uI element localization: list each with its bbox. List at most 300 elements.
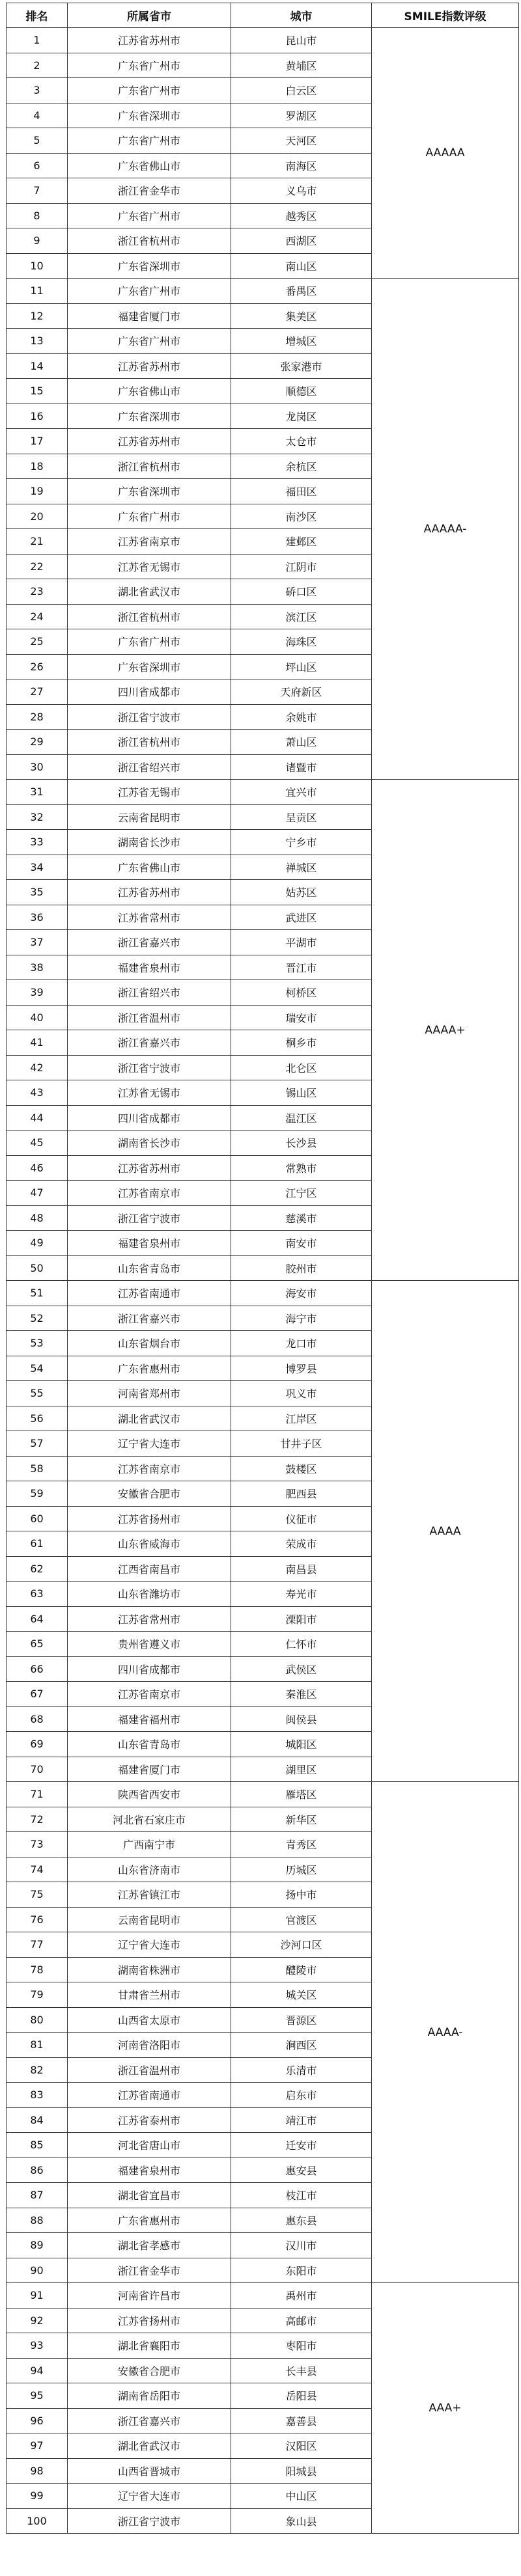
province-city-cell: 浙江省宁波市 xyxy=(68,2508,231,2534)
city-cell: 诸暨市 xyxy=(231,754,372,780)
province-city-cell: 广东省惠州市 xyxy=(68,1356,231,1381)
province-city-cell: 广东省广州市 xyxy=(68,329,231,354)
city-cell: 顺德区 xyxy=(231,379,372,404)
city-cell: 武侯区 xyxy=(231,1656,372,1682)
rank-cell: 43 xyxy=(7,1080,68,1106)
rank-cell: 67 xyxy=(7,1682,68,1707)
rank-cell: 64 xyxy=(7,1606,68,1632)
city-cell: 增城区 xyxy=(231,329,372,354)
province-city-cell: 浙江省杭州市 xyxy=(68,730,231,755)
city-cell: 宜兴市 xyxy=(231,780,372,805)
city-cell: 秦淮区 xyxy=(231,1682,372,1707)
city-cell: 新华区 xyxy=(231,1807,372,1832)
city-cell: 瑞安市 xyxy=(231,1005,372,1030)
city-cell: 海宁市 xyxy=(231,1306,372,1331)
province-city-cell: 山东省青岛市 xyxy=(68,1255,231,1281)
table-row xyxy=(7,780,519,805)
ranking-table-container xyxy=(6,3,519,2534)
province-city-cell: 浙江省嘉兴市 xyxy=(68,1306,231,1331)
header-grade: SMILE指数评级 xyxy=(372,3,519,28)
province-city-cell: 浙江省杭州市 xyxy=(68,454,231,479)
city-cell: 惠安县 xyxy=(231,2158,372,2183)
province-city-cell: 四川省成都市 xyxy=(68,679,231,705)
grade-cell: AAAA+ xyxy=(372,780,519,1281)
province-city-cell: 浙江省嘉兴市 xyxy=(68,2408,231,2433)
province-city-cell: 福建省泉州市 xyxy=(68,1231,231,1256)
city-cell: 柯桥区 xyxy=(231,980,372,1006)
province-city-cell: 福建省厦门市 xyxy=(68,303,231,329)
rank-cell: 16 xyxy=(7,404,68,429)
city-cell: 沙河口区 xyxy=(231,1932,372,1958)
province-city-cell: 贵州省遵义市 xyxy=(68,1632,231,1657)
rank-cell: 1 xyxy=(7,28,68,53)
city-cell: 天河区 xyxy=(231,128,372,154)
rank-cell: 96 xyxy=(7,2408,68,2433)
rank-cell: 17 xyxy=(7,429,68,454)
city-cell: 海珠区 xyxy=(231,629,372,655)
city-cell: 雁塔区 xyxy=(231,1782,372,1807)
city-cell: 长沙县 xyxy=(231,1130,372,1156)
city-cell: 禅城区 xyxy=(231,855,372,880)
province-city-cell: 江苏省苏州市 xyxy=(68,28,231,53)
rank-cell: 49 xyxy=(7,1231,68,1256)
province-city-cell: 湖北省宜昌市 xyxy=(68,2183,231,2208)
city-cell: 惠东县 xyxy=(231,2208,372,2233)
city-cell: 禹州市 xyxy=(231,2283,372,2309)
province-city-cell: 广东省广州市 xyxy=(68,78,231,103)
province-city-cell: 湖南省岳阳市 xyxy=(68,2383,231,2409)
province-city-cell: 河南省许昌市 xyxy=(68,2283,231,2309)
rank-cell: 74 xyxy=(7,1857,68,1882)
rank-cell: 33 xyxy=(7,830,68,855)
rank-cell: 84 xyxy=(7,2107,68,2133)
city-cell: 滨江区 xyxy=(231,604,372,629)
city-cell: 青秀区 xyxy=(231,1832,372,1857)
city-cell: 岳阳县 xyxy=(231,2383,372,2409)
province-city-cell: 广西南宁市 xyxy=(68,1832,231,1857)
city-cell: 集美区 xyxy=(231,303,372,329)
rank-cell: 8 xyxy=(7,203,68,228)
city-cell: 越秀区 xyxy=(231,203,372,228)
province-city-cell: 广东省广州市 xyxy=(68,279,231,304)
city-cell: 乐清市 xyxy=(231,2057,372,2083)
rank-cell: 25 xyxy=(7,629,68,655)
province-city-cell: 广东省深圳市 xyxy=(68,654,231,679)
rank-cell: 26 xyxy=(7,654,68,679)
city-cell: 宁乡市 xyxy=(231,830,372,855)
province-city-cell: 江苏省扬州市 xyxy=(68,1506,231,1531)
rank-cell: 19 xyxy=(7,479,68,504)
city-cell: 姑苏区 xyxy=(231,880,372,905)
city-cell: 天府新区 xyxy=(231,679,372,705)
rank-cell: 9 xyxy=(7,228,68,254)
province-city-cell: 福建省泉州市 xyxy=(68,2158,231,2183)
province-city-cell: 江苏省泰州市 xyxy=(68,2107,231,2133)
city-cell: 肥西县 xyxy=(231,1481,372,1507)
province-city-cell: 四川省成都市 xyxy=(68,1105,231,1130)
province-city-cell: 广东省广州市 xyxy=(68,203,231,228)
rank-cell: 29 xyxy=(7,730,68,755)
province-city-cell: 湖北省孝感市 xyxy=(68,2233,231,2258)
city-cell: 呈贡区 xyxy=(231,804,372,830)
city-cell: 晋江市 xyxy=(231,955,372,980)
city-cell: 靖江市 xyxy=(231,2107,372,2133)
rank-cell: 6 xyxy=(7,153,68,178)
rank-cell: 18 xyxy=(7,454,68,479)
rank-cell: 70 xyxy=(7,1757,68,1782)
city-cell: 官渡区 xyxy=(231,1907,372,1932)
city-cell: 历城区 xyxy=(231,1857,372,1882)
city-cell: 南安市 xyxy=(231,1231,372,1256)
province-city-cell: 广东省广州市 xyxy=(68,128,231,154)
city-cell: 汉阳区 xyxy=(231,2433,372,2459)
province-city-cell: 浙江省温州市 xyxy=(68,1005,231,1030)
province-city-cell: 湖北省武汉市 xyxy=(68,2433,231,2459)
header-rank: 排名 xyxy=(7,3,68,28)
rank-cell: 32 xyxy=(7,804,68,830)
city-cell: 硚口区 xyxy=(231,579,372,605)
rank-cell: 99 xyxy=(7,2484,68,2509)
rank-cell: 97 xyxy=(7,2433,68,2459)
city-cell: 启东市 xyxy=(231,2083,372,2108)
rank-cell: 45 xyxy=(7,1130,68,1156)
rank-cell: 88 xyxy=(7,2208,68,2233)
city-cell: 城关区 xyxy=(231,1982,372,2008)
city-cell: 汉川市 xyxy=(231,2233,372,2258)
rank-cell: 12 xyxy=(7,303,68,329)
city-cell: 城阳区 xyxy=(231,1732,372,1757)
rank-cell: 11 xyxy=(7,279,68,304)
table-row xyxy=(7,1281,519,1306)
rank-cell: 59 xyxy=(7,1481,68,1507)
rank-cell: 62 xyxy=(7,1556,68,1582)
rank-cell: 51 xyxy=(7,1281,68,1306)
city-cell: 武进区 xyxy=(231,905,372,930)
rank-cell: 21 xyxy=(7,529,68,555)
city-cell: 江岸区 xyxy=(231,1406,372,1431)
province-city-cell: 湖北省襄阳市 xyxy=(68,2333,231,2359)
province-city-cell: 广东省广州市 xyxy=(68,629,231,655)
rank-cell: 65 xyxy=(7,1632,68,1657)
province-city-cell: 浙江省绍兴市 xyxy=(68,980,231,1006)
table-row xyxy=(7,1782,519,1807)
rank-cell: 4 xyxy=(7,103,68,128)
province-city-cell: 山东省济南市 xyxy=(68,1857,231,1882)
rank-cell: 94 xyxy=(7,2358,68,2383)
province-city-cell: 浙江省绍兴市 xyxy=(68,754,231,780)
rank-cell: 91 xyxy=(7,2283,68,2309)
rank-cell: 28 xyxy=(7,704,68,730)
rank-cell: 75 xyxy=(7,1882,68,1908)
province-city-cell: 浙江省金华市 xyxy=(68,2258,231,2283)
rank-cell: 90 xyxy=(7,2258,68,2283)
grade-cell: AAAAA- xyxy=(372,279,519,780)
rank-cell: 5 xyxy=(7,128,68,154)
city-cell: 枣阳市 xyxy=(231,2333,372,2359)
province-city-cell: 福建省厦门市 xyxy=(68,1757,231,1782)
rank-cell: 22 xyxy=(7,554,68,579)
city-cell: 嘉善县 xyxy=(231,2408,372,2433)
table-body xyxy=(7,28,519,2534)
province-city-cell: 辽宁省大连市 xyxy=(68,2484,231,2509)
province-city-cell: 广东省深圳市 xyxy=(68,253,231,279)
province-city-cell: 山东省威海市 xyxy=(68,1531,231,1557)
province-city-cell: 湖南省长沙市 xyxy=(68,1130,231,1156)
rank-cell: 14 xyxy=(7,353,68,379)
rank-cell: 54 xyxy=(7,1356,68,1381)
province-city-cell: 浙江省宁波市 xyxy=(68,704,231,730)
province-city-cell: 湖南省长沙市 xyxy=(68,830,231,855)
province-city-cell: 浙江省杭州市 xyxy=(68,228,231,254)
province-city-cell: 江苏省无锡市 xyxy=(68,554,231,579)
smile-index-ranking-table xyxy=(6,3,519,2534)
grade-cell: AAAA- xyxy=(372,1782,519,2283)
rank-cell: 10 xyxy=(7,253,68,279)
province-city-cell: 河南省洛阳市 xyxy=(68,2033,231,2058)
province-city-cell: 河北省石家庄市 xyxy=(68,1807,231,1832)
rank-cell: 71 xyxy=(7,1782,68,1807)
city-cell: 中山区 xyxy=(231,2484,372,2509)
rank-cell: 34 xyxy=(7,855,68,880)
header-province-city: 所属省市 xyxy=(68,3,231,28)
province-city-cell: 浙江省温州市 xyxy=(68,2057,231,2083)
rank-cell: 77 xyxy=(7,1932,68,1958)
province-city-cell: 浙江省宁波市 xyxy=(68,1205,231,1231)
rank-cell: 83 xyxy=(7,2083,68,2108)
city-cell: 寿光市 xyxy=(231,1582,372,1607)
province-city-cell: 安徽省合肥市 xyxy=(68,1481,231,1507)
rank-cell: 52 xyxy=(7,1306,68,1331)
province-city-cell: 浙江省金华市 xyxy=(68,178,231,204)
grade-cell: AAAA xyxy=(372,1281,519,1782)
city-cell: 胶州市 xyxy=(231,1255,372,1281)
rank-cell: 39 xyxy=(7,980,68,1006)
city-cell: 醴陵市 xyxy=(231,1957,372,1982)
province-city-cell: 山东省烟台市 xyxy=(68,1331,231,1356)
province-city-cell: 广东省佛山市 xyxy=(68,379,231,404)
city-cell: 龙岗区 xyxy=(231,404,372,429)
province-city-cell: 江苏省南通市 xyxy=(68,2083,231,2108)
city-cell: 迁安市 xyxy=(231,2133,372,2158)
rank-cell: 2 xyxy=(7,53,68,78)
rank-cell: 44 xyxy=(7,1105,68,1130)
province-city-cell: 江苏省无锡市 xyxy=(68,1080,231,1106)
city-cell: 余杭区 xyxy=(231,454,372,479)
city-cell: 张家港市 xyxy=(231,353,372,379)
city-cell: 湖里区 xyxy=(231,1757,372,1782)
city-cell: 锡山区 xyxy=(231,1080,372,1106)
province-city-cell: 湖南省株洲市 xyxy=(68,1957,231,1982)
city-cell: 江阴市 xyxy=(231,554,372,579)
city-cell: 甘井子区 xyxy=(231,1431,372,1457)
rank-cell: 86 xyxy=(7,2158,68,2183)
province-city-cell: 浙江省嘉兴市 xyxy=(68,930,231,955)
city-cell: 象山县 xyxy=(231,2508,372,2534)
rank-cell: 87 xyxy=(7,2183,68,2208)
province-city-cell: 江苏省常州市 xyxy=(68,1606,231,1632)
city-cell: 扬中市 xyxy=(231,1882,372,1908)
rank-cell: 89 xyxy=(7,2233,68,2258)
rank-cell: 81 xyxy=(7,2033,68,2058)
grade-cell: AAA+ xyxy=(372,2283,519,2534)
table-header-row xyxy=(7,3,519,28)
rank-cell: 36 xyxy=(7,905,68,930)
province-city-cell: 江苏省镇江市 xyxy=(68,1882,231,1908)
rank-cell: 66 xyxy=(7,1656,68,1682)
rank-cell: 72 xyxy=(7,1807,68,1832)
province-city-cell: 广东省惠州市 xyxy=(68,2208,231,2233)
grade-cell: AAAAA xyxy=(372,28,519,279)
province-city-cell: 江苏省苏州市 xyxy=(68,880,231,905)
city-cell: 阳城县 xyxy=(231,2458,372,2484)
rank-cell: 68 xyxy=(7,1706,68,1732)
table-row xyxy=(7,28,519,53)
city-cell: 西湖区 xyxy=(231,228,372,254)
city-cell: 东阳市 xyxy=(231,2258,372,2283)
city-cell: 荣成市 xyxy=(231,1531,372,1557)
rank-cell: 40 xyxy=(7,1005,68,1030)
rank-cell: 92 xyxy=(7,2308,68,2333)
rank-cell: 31 xyxy=(7,780,68,805)
rank-cell: 93 xyxy=(7,2333,68,2359)
rank-cell: 100 xyxy=(7,2508,68,2534)
province-city-cell: 江苏省无锡市 xyxy=(68,780,231,805)
rank-cell: 48 xyxy=(7,1205,68,1231)
rank-cell: 82 xyxy=(7,2057,68,2083)
rank-cell: 56 xyxy=(7,1406,68,1431)
city-cell: 晋源区 xyxy=(231,2007,372,2033)
rank-cell: 35 xyxy=(7,880,68,905)
city-cell: 南昌县 xyxy=(231,1556,372,1582)
city-cell: 南山区 xyxy=(231,253,372,279)
province-city-cell: 广东省佛山市 xyxy=(68,153,231,178)
rank-cell: 69 xyxy=(7,1732,68,1757)
city-cell: 罗湖区 xyxy=(231,103,372,128)
city-cell: 鼓楼区 xyxy=(231,1456,372,1481)
rank-cell: 95 xyxy=(7,2383,68,2409)
province-city-cell: 江苏省南京市 xyxy=(68,1682,231,1707)
rank-cell: 61 xyxy=(7,1531,68,1557)
province-city-cell: 云南省昆明市 xyxy=(68,804,231,830)
rank-cell: 7 xyxy=(7,178,68,204)
rank-cell: 60 xyxy=(7,1506,68,1531)
city-cell: 昆山市 xyxy=(231,28,372,53)
province-city-cell: 辽宁省大连市 xyxy=(68,1932,231,1958)
province-city-cell: 广东省深圳市 xyxy=(68,479,231,504)
province-city-cell: 陕西省西安市 xyxy=(68,1782,231,1807)
rank-cell: 24 xyxy=(7,604,68,629)
city-cell: 桐乡市 xyxy=(231,1030,372,1056)
rank-cell: 85 xyxy=(7,2133,68,2158)
city-cell: 黄埔区 xyxy=(231,53,372,78)
rank-cell: 3 xyxy=(7,78,68,103)
header-city: 城市 xyxy=(231,3,372,28)
city-cell: 番禺区 xyxy=(231,279,372,304)
province-city-cell: 浙江省宁波市 xyxy=(68,1055,231,1080)
rank-cell: 80 xyxy=(7,2007,68,2033)
rank-cell: 46 xyxy=(7,1155,68,1181)
rank-cell: 30 xyxy=(7,754,68,780)
province-city-cell: 广东省佛山市 xyxy=(68,855,231,880)
province-city-cell: 广东省深圳市 xyxy=(68,404,231,429)
province-city-cell: 江苏省苏州市 xyxy=(68,1155,231,1181)
province-city-cell: 江苏省常州市 xyxy=(68,905,231,930)
rank-cell: 47 xyxy=(7,1181,68,1206)
rank-cell: 55 xyxy=(7,1381,68,1406)
rank-cell: 98 xyxy=(7,2458,68,2484)
province-city-cell: 山东省潍坊市 xyxy=(68,1582,231,1607)
rank-cell: 63 xyxy=(7,1582,68,1607)
province-city-cell: 江苏省南京市 xyxy=(68,529,231,555)
city-cell: 高邮市 xyxy=(231,2308,372,2333)
province-city-cell: 广东省广州市 xyxy=(68,504,231,529)
province-city-cell: 山西省太原市 xyxy=(68,2007,231,2033)
city-cell: 江宁区 xyxy=(231,1181,372,1206)
city-cell: 仪征市 xyxy=(231,1506,372,1531)
city-cell: 平湖市 xyxy=(231,930,372,955)
rank-cell: 53 xyxy=(7,1331,68,1356)
city-cell: 溧阳市 xyxy=(231,1606,372,1632)
province-city-cell: 浙江省杭州市 xyxy=(68,604,231,629)
rank-cell: 79 xyxy=(7,1982,68,2008)
province-city-cell: 广东省广州市 xyxy=(68,53,231,78)
province-city-cell: 福建省福州市 xyxy=(68,1706,231,1732)
province-city-cell: 江苏省南通市 xyxy=(68,1281,231,1306)
city-cell: 慈溪市 xyxy=(231,1205,372,1231)
province-city-cell: 山西省晋城市 xyxy=(68,2458,231,2484)
province-city-cell: 河北省唐山市 xyxy=(68,2133,231,2158)
city-cell: 北仑区 xyxy=(231,1055,372,1080)
rank-cell: 15 xyxy=(7,379,68,404)
city-cell: 巩义市 xyxy=(231,1381,372,1406)
province-city-cell: 山东省青岛市 xyxy=(68,1732,231,1757)
province-city-cell: 河南省郑州市 xyxy=(68,1381,231,1406)
city-cell: 仁怀市 xyxy=(231,1632,372,1657)
province-city-cell: 浙江省嘉兴市 xyxy=(68,1030,231,1056)
province-city-cell: 辽宁省大连市 xyxy=(68,1431,231,1457)
city-cell: 白云区 xyxy=(231,78,372,103)
province-city-cell: 湖北省武汉市 xyxy=(68,579,231,605)
table-row xyxy=(7,2283,519,2309)
city-cell: 博罗县 xyxy=(231,1356,372,1381)
rank-cell: 20 xyxy=(7,504,68,529)
rank-cell: 57 xyxy=(7,1431,68,1457)
province-city-cell: 四川省成都市 xyxy=(68,1656,231,1682)
province-city-cell: 江西省南昌市 xyxy=(68,1556,231,1582)
city-cell: 龙口市 xyxy=(231,1331,372,1356)
table-row xyxy=(7,279,519,304)
province-city-cell: 江苏省南京市 xyxy=(68,1456,231,1481)
province-city-cell: 江苏省南京市 xyxy=(68,1181,231,1206)
city-cell: 海安市 xyxy=(231,1281,372,1306)
province-city-cell: 江苏省苏州市 xyxy=(68,353,231,379)
rank-cell: 37 xyxy=(7,930,68,955)
rank-cell: 73 xyxy=(7,1832,68,1857)
rank-cell: 42 xyxy=(7,1055,68,1080)
rank-cell: 23 xyxy=(7,579,68,605)
city-cell: 萧山区 xyxy=(231,730,372,755)
province-city-cell: 湖北省武汉市 xyxy=(68,1406,231,1431)
rank-cell: 13 xyxy=(7,329,68,354)
city-cell: 闽侯县 xyxy=(231,1706,372,1732)
city-cell: 坪山区 xyxy=(231,654,372,679)
city-cell: 太仓市 xyxy=(231,429,372,454)
rank-cell: 50 xyxy=(7,1255,68,1281)
city-cell: 常熟市 xyxy=(231,1155,372,1181)
province-city-cell: 江苏省苏州市 xyxy=(68,429,231,454)
rank-cell: 58 xyxy=(7,1456,68,1481)
province-city-cell: 江苏省扬州市 xyxy=(68,2308,231,2333)
